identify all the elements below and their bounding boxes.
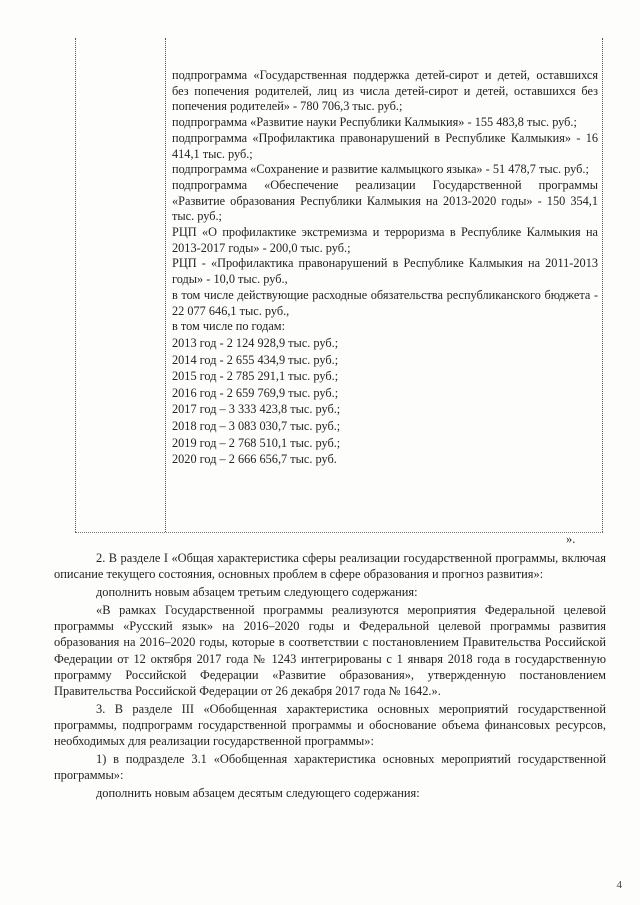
table-line: подпрограмма «Сохранение и развитие калмыцкого языка» - 51 478,7 тыс. руб.; bbox=[172, 162, 589, 177]
page-number: 4 bbox=[616, 879, 622, 891]
table-line: подпрограмма «Государственная поддержка детей-сирот и детей, оставшихся без попечения родителей, лиц из числа детей-сирот и детей, оставшихся без попечения родителей» - 780 706,3 тыс. руб.; bbox=[172, 68, 598, 114]
paragraph-subsection: 1) в подразделе 3.1 «Обобщенная характеристика основных мероприятий государственной программы»: bbox=[54, 752, 606, 783]
table-border-column bbox=[165, 38, 166, 532]
paragraph-section-2: 2. В разделе I «Общая характеристика сферы реализации государственной программы, включая описание текущего состояния, основных проблем в сфере образования и прогноз развития»: bbox=[54, 551, 606, 582]
table-line: в том числе по годам: bbox=[172, 319, 286, 334]
year-line: 2020 год – 2 666 656,7 тыс. руб. bbox=[172, 452, 337, 467]
year-line: 2019 год – 2 768 510,1 тыс. руб.; bbox=[172, 435, 341, 450]
table-line: подпрограмма «Развитие науки Республики Калмыкия» - 155 483,8 тыс. руб.; bbox=[172, 115, 577, 130]
paragraph-insert-text: «В рамках Государственной программы реализуются мероприятия Федеральной целевой программы «Русский язык» на 2016–2020 годы и Федеральной целевой программы развития образования на 2016–2020 годы, которые в соответствии с постановлением Правительства Российской Федерации от 12 октября 2017 года № 1243 интегрированы с 1 января 2018 года в государственную программу Российской Федерации «Развитие образования», утвержденную постановлением Правительства Российской Федерации от 26 декабря 2017 года № 1642.». bbox=[54, 603, 606, 698]
table-border-left bbox=[75, 38, 76, 532]
paragraph-instruction: дополнить новым абзацем третьим следующего содержания: bbox=[96, 585, 418, 600]
table-line: РЦП - «Профилактика правонарушений в Республике Калмыкия на 2011-2013 годы» - 10,0 тыс. руб., bbox=[172, 256, 598, 287]
table-line: в том числе действующие расходные обязательства республиканского бюджета - 22 077 646,1 тыс. руб., bbox=[172, 287, 598, 318]
paragraph-section-3: 3. В разделе III «Обобщенная характеристика основных мероприятий государственной программы, подпрограмм государственной программы и обоснование объема финансовых ресурсов, необходимых для реализации государственной программы»: bbox=[54, 701, 606, 749]
paragraph-instruction-2: дополнить новым абзацем десятым следующего содержания: bbox=[96, 786, 420, 801]
closing-quote: ». bbox=[566, 532, 576, 546]
year-line: 2017 год – 3 333 423,8 тыс. руб.; bbox=[172, 402, 341, 417]
year-line: 2018 год – 3 083 030,7 тыс. руб.; bbox=[172, 418, 341, 433]
table-line: подпрограмма «Обеспечение реализации Государственной программы «Развитие образования Республики Калмыкия на 2013-2020 годы» - 150 354,1 тыс. руб.; bbox=[172, 177, 598, 224]
year-line: 2014 год - 2 655 434,9 тыс. руб.; bbox=[172, 352, 339, 367]
table-line: подпрограмма «Профилактика правонарушений в Республике Калмыкия» - 16 414,1 тыс. руб.; bbox=[172, 130, 598, 161]
year-line: 2015 год - 2 785 291,1 тыс. руб.; bbox=[172, 369, 339, 384]
table-cell-content bbox=[172, 68, 598, 468]
table-line: РЦП «О профилактике экстремизма и терроризма в Республике Калмыкия на 2013-2017 годы» - 200,0 тыс. руб.; bbox=[172, 225, 598, 255]
year-line: 2016 год - 2 659 769,9 тыс. руб.; bbox=[172, 385, 339, 400]
table-border-right bbox=[602, 38, 603, 532]
table-border-bottom bbox=[75, 532, 603, 533]
body-text bbox=[54, 550, 606, 801]
year-line: 2013 год - 2 124 928,9 тыс. руб.; bbox=[172, 335, 339, 350]
